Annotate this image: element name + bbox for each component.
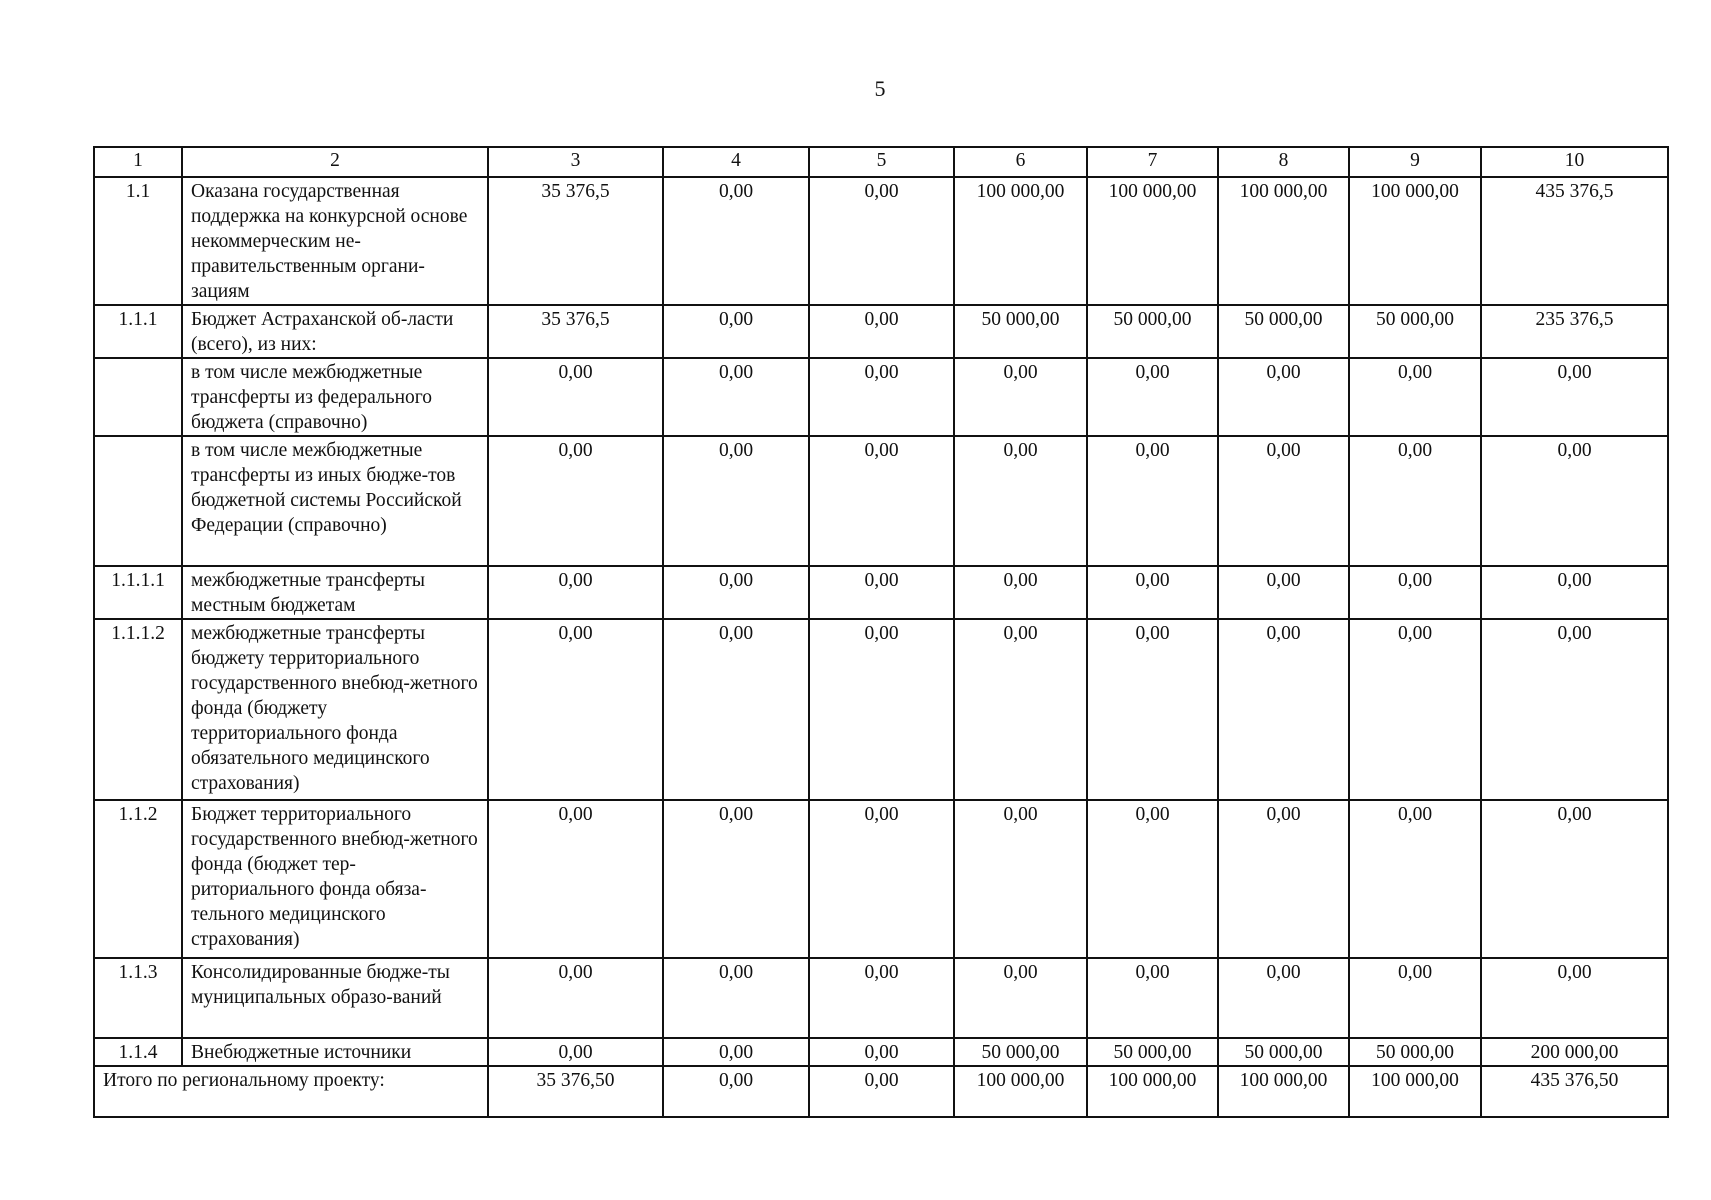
row-label: Бюджет Астраханской об-ласти (всего), из них: <box>182 305 488 358</box>
row-value: 435 376,5 <box>1481 177 1668 305</box>
row-value: 0,00 <box>954 436 1087 566</box>
row-value: 50 000,00 <box>1349 305 1481 358</box>
row-value: 0,00 <box>1349 566 1481 619</box>
row-value: 0,00 <box>663 177 809 305</box>
header-cell: 7 <box>1087 147 1218 177</box>
row-value: 0,00 <box>1481 800 1668 958</box>
row-label: межбюджетные трансферты бюджету территориального государственного внебюд-жетного фонда (бюджету территориального фонда обязательного медицинского страхования) <box>182 619 488 800</box>
row-value: 0,00 <box>663 800 809 958</box>
row-label: Внебюджетные источники <box>182 1038 488 1066</box>
row-value: 50 000,00 <box>1087 1038 1218 1066</box>
table-row <box>94 1038 1668 1066</box>
row-value: 0,00 <box>1218 358 1349 436</box>
table-row <box>94 958 1668 1038</box>
row-value: 0,00 <box>1218 566 1349 619</box>
row-code: 1.1.2 <box>94 800 182 958</box>
row-value: 50 000,00 <box>1218 305 1349 358</box>
row-value: 0,00 <box>1481 566 1668 619</box>
row-value: 35 376,5 <box>488 177 663 305</box>
row-code: 1.1.1.1 <box>94 566 182 619</box>
row-value: 0,00 <box>663 358 809 436</box>
total-value: 100 000,00 <box>1218 1066 1349 1117</box>
table-row <box>94 177 1668 305</box>
row-value: 0,00 <box>954 800 1087 958</box>
total-value: 100 000,00 <box>1349 1066 1481 1117</box>
row-value: 0,00 <box>488 566 663 619</box>
row-value: 100 000,00 <box>1218 177 1349 305</box>
row-value: 0,00 <box>488 1038 663 1066</box>
row-value: 0,00 <box>1087 800 1218 958</box>
row-value: 50 000,00 <box>1349 1038 1481 1066</box>
table-header-row <box>94 147 1668 177</box>
row-value: 0,00 <box>488 800 663 958</box>
total-value: 100 000,00 <box>1087 1066 1218 1117</box>
table-row <box>94 305 1668 358</box>
row-value: 0,00 <box>809 436 954 566</box>
row-value: 0,00 <box>1349 958 1481 1038</box>
row-value: 0,00 <box>1218 436 1349 566</box>
header-cell: 2 <box>182 147 488 177</box>
row-code <box>94 436 182 566</box>
row-value: 0,00 <box>488 436 663 566</box>
header-cell: 1 <box>94 147 182 177</box>
table-row <box>94 566 1668 619</box>
header-cell: 6 <box>954 147 1087 177</box>
row-value: 100 000,00 <box>954 177 1087 305</box>
header-cell: 9 <box>1349 147 1481 177</box>
total-value: 35 376,50 <box>488 1066 663 1117</box>
row-value: 100 000,00 <box>1087 177 1218 305</box>
row-value: 0,00 <box>1218 619 1349 800</box>
row-value: 0,00 <box>1218 800 1349 958</box>
budget-table <box>93 146 1669 1118</box>
row-value: 0,00 <box>1087 436 1218 566</box>
row-value: 0,00 <box>1481 958 1668 1038</box>
row-value: 0,00 <box>663 619 809 800</box>
row-code <box>94 358 182 436</box>
row-value: 0,00 <box>663 305 809 358</box>
row-value: 200 000,00 <box>1481 1038 1668 1066</box>
row-label: Оказана государственная поддержка на конкурсной основе некоммерческим не-правительственным органи-зациям <box>182 177 488 305</box>
row-value: 0,00 <box>809 566 954 619</box>
row-code: 1.1.1.2 <box>94 619 182 800</box>
row-value: 50 000,00 <box>954 1038 1087 1066</box>
row-label: Бюджет территориального государственного внебюд-жетного фонда (бюджет тер-риториального фонда обяза-тельного медицинского страхования) <box>182 800 488 958</box>
row-value: 0,00 <box>809 958 954 1038</box>
row-label: в том числе межбюджетные трансферты из иных бюдже-тов бюджетной системы Российской Федерации (справочно) <box>182 436 488 566</box>
total-row <box>94 1066 1668 1117</box>
header-cell: 4 <box>663 147 809 177</box>
row-value: 0,00 <box>1087 958 1218 1038</box>
row-value: 0,00 <box>663 958 809 1038</box>
row-value: 0,00 <box>488 958 663 1038</box>
row-value: 0,00 <box>954 958 1087 1038</box>
total-label: Итого по региональному проекту: <box>94 1066 488 1117</box>
row-value: 50 000,00 <box>1218 1038 1349 1066</box>
row-value: 0,00 <box>663 566 809 619</box>
row-value: 0,00 <box>809 358 954 436</box>
row-code: 1.1.4 <box>94 1038 182 1066</box>
header-cell: 5 <box>809 147 954 177</box>
row-value: 0,00 <box>954 566 1087 619</box>
row-value: 0,00 <box>488 358 663 436</box>
row-value: 0,00 <box>488 619 663 800</box>
row-value: 0,00 <box>1087 619 1218 800</box>
row-value: 0,00 <box>809 619 954 800</box>
table-row <box>94 619 1668 800</box>
row-value: 0,00 <box>809 305 954 358</box>
table-row <box>94 800 1668 958</box>
header-cell: 3 <box>488 147 663 177</box>
row-value: 0,00 <box>1481 619 1668 800</box>
row-value: 0,00 <box>1481 436 1668 566</box>
table-row <box>94 358 1668 436</box>
row-value: 0,00 <box>954 619 1087 800</box>
header-cell: 10 <box>1481 147 1668 177</box>
total-value: 435 376,50 <box>1481 1066 1668 1117</box>
row-value: 0,00 <box>1087 566 1218 619</box>
table-row <box>94 436 1668 566</box>
row-label: Консолидированные бюдже-ты муниципальных образо-ваний <box>182 958 488 1038</box>
row-value: 0,00 <box>1349 436 1481 566</box>
row-value: 50 000,00 <box>1087 305 1218 358</box>
row-label: межбюджетные трансферты местным бюджетам <box>182 566 488 619</box>
total-value: 0,00 <box>663 1066 809 1117</box>
total-value: 0,00 <box>809 1066 954 1117</box>
row-value: 0,00 <box>1481 358 1668 436</box>
row-value: 50 000,00 <box>954 305 1087 358</box>
row-code: 1.1.3 <box>94 958 182 1038</box>
row-value: 0,00 <box>1349 619 1481 800</box>
row-label: в том числе межбюджетные трансферты из федерального бюджета (справочно) <box>182 358 488 436</box>
row-value: 0,00 <box>809 1038 954 1066</box>
row-code: 1.1.1 <box>94 305 182 358</box>
row-code: 1.1 <box>94 177 182 305</box>
row-value: 0,00 <box>809 177 954 305</box>
page-number: 5 <box>874 76 886 101</box>
row-value: 0,00 <box>1349 358 1481 436</box>
total-value: 100 000,00 <box>954 1066 1087 1117</box>
row-value: 0,00 <box>809 800 954 958</box>
row-value: 0,00 <box>663 436 809 566</box>
row-value: 0,00 <box>1087 358 1218 436</box>
row-value: 35 376,5 <box>488 305 663 358</box>
row-value: 0,00 <box>663 1038 809 1066</box>
row-value: 235 376,5 <box>1481 305 1668 358</box>
row-value: 100 000,00 <box>1349 177 1481 305</box>
row-value: 0,00 <box>1218 958 1349 1038</box>
row-value: 0,00 <box>954 358 1087 436</box>
header-cell: 8 <box>1218 147 1349 177</box>
row-value: 0,00 <box>1349 800 1481 958</box>
